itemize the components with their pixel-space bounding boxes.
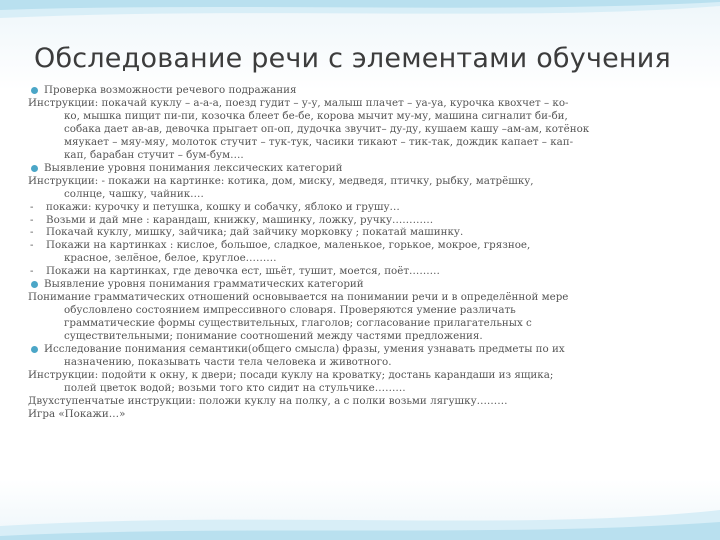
continuation-line bbox=[28, 317, 704, 330]
line-text: Проверка возможности речевого подражания bbox=[44, 84, 297, 96]
line-text: назначению, показывать части тела человека и животного. bbox=[64, 356, 392, 369]
line-text: полей цветок водой; возьми того кто сидит на стульчике……… bbox=[64, 381, 406, 394]
line-text: Покачай куклу, мишку, зайчика; дай зайчику морковку ; покатай машинку. bbox=[46, 226, 464, 239]
dash-marker: - bbox=[30, 265, 34, 278]
dash-item bbox=[28, 239, 704, 252]
bullet-dot-icon bbox=[31, 346, 38, 353]
bullet-item bbox=[28, 278, 704, 291]
continuation-line bbox=[28, 110, 704, 123]
top-decoration bbox=[0, 0, 720, 40]
dash-item bbox=[28, 265, 704, 278]
line-text: Инструкции: покачай куклу – а-а-а, поезд гудит – у-у, малыш плачет – уа-уа, курочка квохчет – ко- bbox=[28, 96, 569, 109]
slide-title: Обследование речи с элементами обучения bbox=[34, 43, 671, 74]
continuation-line bbox=[28, 149, 704, 162]
line-text: обусловлено состоянием импрессивного словаря. Проверяются умение различать bbox=[64, 304, 516, 317]
continuation-line bbox=[28, 123, 704, 136]
line-text: Возьми и дай мне : карандаш, книжку, машинку, ложку, ручку………… bbox=[46, 213, 434, 226]
continuation-line bbox=[28, 356, 704, 369]
dash-marker: - bbox=[30, 239, 34, 252]
line-text: Покажи на картинках, где девочка ест, шьёт, тушит, моется, поёт……… bbox=[46, 265, 440, 278]
slide-body bbox=[28, 84, 704, 421]
line-text: Двухступенчатые инструкции: положи куклу на полку, а с полки возьми лягушку……… bbox=[28, 394, 508, 407]
line-text: грамматические формы существительных, глаголов; согласование прилагательных с bbox=[64, 317, 532, 330]
continuation-line bbox=[28, 188, 704, 201]
bullet-dot-icon bbox=[31, 165, 38, 172]
line-text: Игра «Покажи…» bbox=[28, 407, 126, 420]
paragraph-line bbox=[28, 395, 704, 408]
paragraph-line bbox=[28, 291, 704, 304]
continuation-line bbox=[28, 252, 704, 265]
dash-item bbox=[28, 214, 704, 227]
line-text: Инструкции: подойти к окну, к двери; посади куклу на кроватку; достань карандаши из ящика; bbox=[28, 368, 554, 381]
paragraph-line bbox=[28, 97, 704, 110]
continuation-line bbox=[28, 304, 704, 317]
line-text: Выявление уровня понимания грамматических категорий bbox=[44, 278, 364, 291]
line-text: собака дает ав-ав, девочка прыгает оп-оп, дудочка звучит– ду-ду, кушаем кашу –ам-ам, котёнок bbox=[64, 122, 590, 135]
bottom-decoration bbox=[0, 480, 720, 540]
bullet-item bbox=[28, 84, 704, 97]
line-text: Исследование понимания семантики(общего смысла) фразы, умения узнавать предметы по их bbox=[44, 343, 565, 356]
bullet-dot-icon bbox=[31, 87, 38, 94]
bullet-item bbox=[28, 343, 704, 356]
bullet-item bbox=[28, 162, 704, 175]
line-text: мяукает – мяу-мяу, молоток стучит – тук-тук, часики тикают – тик-так, дождик капает – кап- bbox=[64, 135, 574, 148]
line-text: Понимание грамматических отношений основывается на понимании речи и в определённой мере bbox=[28, 291, 569, 304]
continuation-line bbox=[28, 382, 704, 395]
line-text: Инструкции: - покажи на картинке: котика, дом, миску, медведя, птичку, рыбку, матрёшку, bbox=[28, 174, 534, 187]
line-text: Выявление уровня понимания лексических категорий bbox=[44, 161, 343, 174]
line-text: красное, зелёное, белое, круглое……… bbox=[64, 252, 277, 265]
line-text: солнце, чашку, чайник…. bbox=[64, 187, 204, 200]
dash-marker: - bbox=[30, 200, 34, 213]
line-text: ко, мышка пищит пи-пи, козочка блеет бе-бе, корова мычит му-му, машина сигналит би-би, bbox=[64, 109, 568, 122]
dash-marker: - bbox=[30, 213, 34, 226]
continuation-line bbox=[28, 330, 704, 343]
paragraph-line bbox=[28, 175, 704, 188]
paragraph-line bbox=[28, 369, 704, 382]
bullet-dot-icon bbox=[31, 281, 38, 288]
continuation-line bbox=[28, 136, 704, 149]
paragraph-line bbox=[28, 408, 704, 421]
line-text: Покажи на картинках : кислое, большое, сладкое, маленькое, горькое, мокрое, грязное, bbox=[46, 239, 531, 252]
line-text: покажи: курочку и петушка, кошку и собачку, яблоко и грушу… bbox=[46, 200, 400, 213]
line-text: существительными; понимание соотношений между частями предложения. bbox=[64, 330, 483, 343]
line-text: кап, барабан стучит – бум-бум…. bbox=[64, 148, 244, 161]
dash-item bbox=[28, 201, 704, 214]
dash-marker: - bbox=[30, 226, 34, 239]
dash-item bbox=[28, 226, 704, 239]
